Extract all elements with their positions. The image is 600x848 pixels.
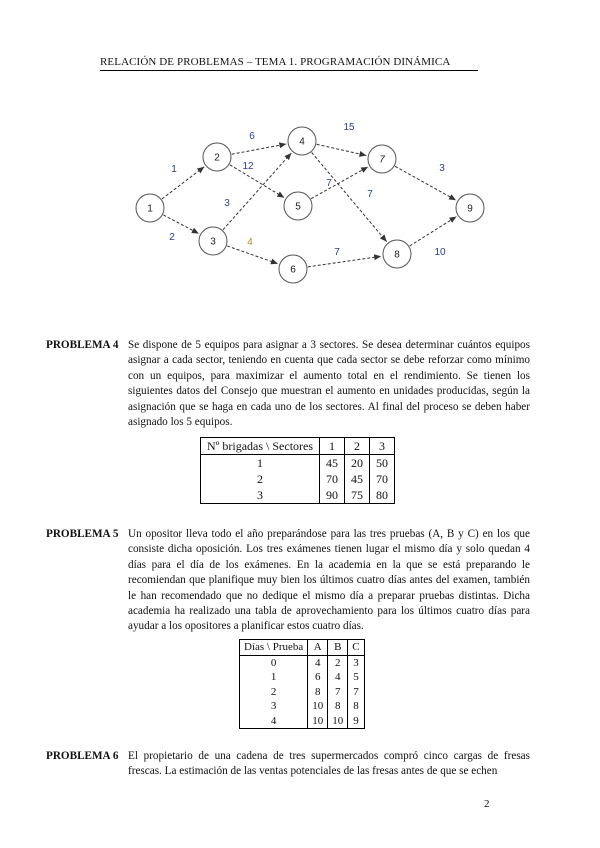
running-header — [100, 56, 478, 71]
edge-4-7 — [317, 144, 367, 155]
edge-weight-label: 15 — [343, 122, 355, 133]
column-header: 2 — [345, 438, 370, 455]
graph-node-label: 1 — [147, 203, 153, 215]
problem-6 — [46, 749, 530, 780]
table-row — [201, 487, 395, 504]
table-header-row — [201, 438, 395, 455]
edge-7-9 — [395, 166, 456, 200]
edge-5-7 — [311, 167, 368, 199]
table-cell: 8 — [308, 685, 328, 700]
running-header-title: RELACIÓN DE PROBLEMAS – TEMA 1. PROGRAMACIÓN DINÁMICA — [100, 56, 451, 68]
graph-node-label: 3 — [210, 236, 216, 248]
table-header-row — [240, 640, 365, 656]
column-header: 1 — [320, 438, 345, 455]
graph-node-label: 6 — [290, 264, 296, 276]
edge-weight-label: 4 — [247, 237, 253, 248]
table-cell: 5 — [348, 670, 364, 685]
edge-1-3 — [163, 215, 199, 234]
network-graph — [120, 112, 500, 292]
edge-1-2 — [162, 167, 204, 199]
problem-5 — [46, 527, 530, 635]
graph-node-label: 9 — [467, 203, 473, 215]
edge-weight-label: 7 — [326, 178, 332, 189]
table-cell: 9 — [348, 714, 364, 729]
edge-weight-label: 3 — [439, 163, 445, 174]
table-cell: 3 — [240, 699, 308, 714]
problem-statement: Un opositor lleva todo el año preparándose para las tres pruebas (A, B y C) en los que consiste dicha oposición. Los tres exámenes tienen lugar el mismo día y solo quedan 4 días para el día de los exámenes. En la academia en la que se está preparando le recomiendan que planifique muy bien los últimos cuatro días antes del examen, también le han recomendado que no dedique el mismo día a preparar pruebas distintas. Dicha academia ha realizado una tabla de aprovechamiento para los últimos cuatro días para ayudar a los opositores a planificar estos cuatro días. — [128, 528, 530, 633]
graph-node-label: 7 — [379, 154, 385, 166]
edge-3-4 — [223, 153, 291, 230]
table-cell: 8 — [328, 699, 348, 714]
problem-title: PROBLEMA 4 — [46, 339, 119, 351]
table-row — [240, 670, 365, 685]
column-header: C — [348, 640, 364, 656]
table-cell: 75 — [345, 487, 370, 504]
column-header: 3 — [370, 438, 395, 455]
sector-yield-table — [200, 437, 395, 504]
edge-weight-label: 2 — [169, 232, 175, 243]
table-row — [240, 655, 365, 670]
edge-2-4 — [232, 144, 287, 154]
table-cell: 90 — [320, 487, 345, 504]
column-header: B — [328, 640, 348, 656]
table-cell: 4 — [240, 714, 308, 729]
edge-3-6 — [227, 246, 278, 264]
edge-weight-label: 6 — [249, 131, 255, 142]
column-header: Nº brigadas \ Sectores — [201, 438, 320, 455]
graph-node-label: 4 — [299, 136, 305, 148]
table-cell: 8 — [348, 699, 364, 714]
page-number: 2 — [484, 798, 490, 810]
table-cell: 1 — [240, 670, 308, 685]
problem-4 — [46, 338, 530, 430]
table-row — [240, 714, 365, 729]
problem-statement: Se dispone de 5 equipos para asignar a 3 sectores. Se desea determinar cuántos equipos asignar a cada sector, teniendo en cuenta que cada sector se debe reforzar como mínimo con un equipos, para maximizar el aumento total en el rendimiento. Se tienen los siguientes datos del Consejo que muestran el aumento en unidades producidas, según la asignación que se haga en cada uno de los sectores. Al final del proceso se deben haber asignado los 5 equipos. — [128, 339, 530, 429]
table-row — [201, 455, 395, 472]
table-cell: 3 — [348, 655, 364, 670]
table-cell: 50 — [370, 455, 395, 472]
edge-weight-label: 10 — [434, 247, 446, 258]
table-cell: 4 — [308, 655, 328, 670]
table-cell: 80 — [370, 487, 395, 504]
column-header: Días \ Prueba — [240, 640, 308, 656]
edge-weight-label: 1 — [171, 164, 177, 175]
column-header: A — [308, 640, 328, 656]
table-cell: 45 — [320, 455, 345, 472]
edge-weight-label: 7 — [334, 247, 340, 258]
table-cell: 7 — [348, 685, 364, 700]
problem-title: PROBLEMA 6 — [46, 750, 119, 762]
table-cell: 70 — [370, 471, 395, 487]
table-row — [201, 471, 395, 487]
table-cell: 10 — [328, 714, 348, 729]
edge-6-8 — [308, 256, 381, 267]
graph-node-label: 5 — [295, 201, 301, 213]
graph-node-label: 2 — [214, 152, 220, 164]
table-cell: 0 — [240, 655, 308, 670]
table-cell: 7 — [328, 685, 348, 700]
edge-weight-label: 7 — [367, 189, 373, 200]
problem-statement: El propietario de una cadena de tres supermercados compró cinco cargas de fresas frescas. La estimación de las ventas potenciales de las fresas antes de que se echen — [128, 750, 530, 778]
table-cell: 4 — [328, 670, 348, 685]
table-cell: 2 — [201, 471, 320, 487]
table-cell: 20 — [345, 455, 370, 472]
table-cell: 10 — [308, 714, 328, 729]
study-yield-table — [239, 639, 365, 729]
table-cell: 6 — [308, 670, 328, 685]
graph-node-label: 8 — [394, 249, 400, 261]
table-cell: 2 — [240, 685, 308, 700]
table-cell: 70 — [320, 471, 345, 487]
table-row — [240, 685, 365, 700]
edge-8-9 — [410, 217, 457, 246]
table-cell: 1 — [201, 455, 320, 472]
table-row — [240, 699, 365, 714]
edge-weight-label: 3 — [224, 198, 230, 209]
table-cell: 45 — [345, 471, 370, 487]
table-cell: 10 — [308, 699, 328, 714]
edge-weight-label: 12 — [242, 161, 254, 172]
table-cell: 2 — [328, 655, 348, 670]
problem-title: PROBLEMA 5 — [46, 528, 119, 540]
table-cell: 3 — [201, 487, 320, 504]
